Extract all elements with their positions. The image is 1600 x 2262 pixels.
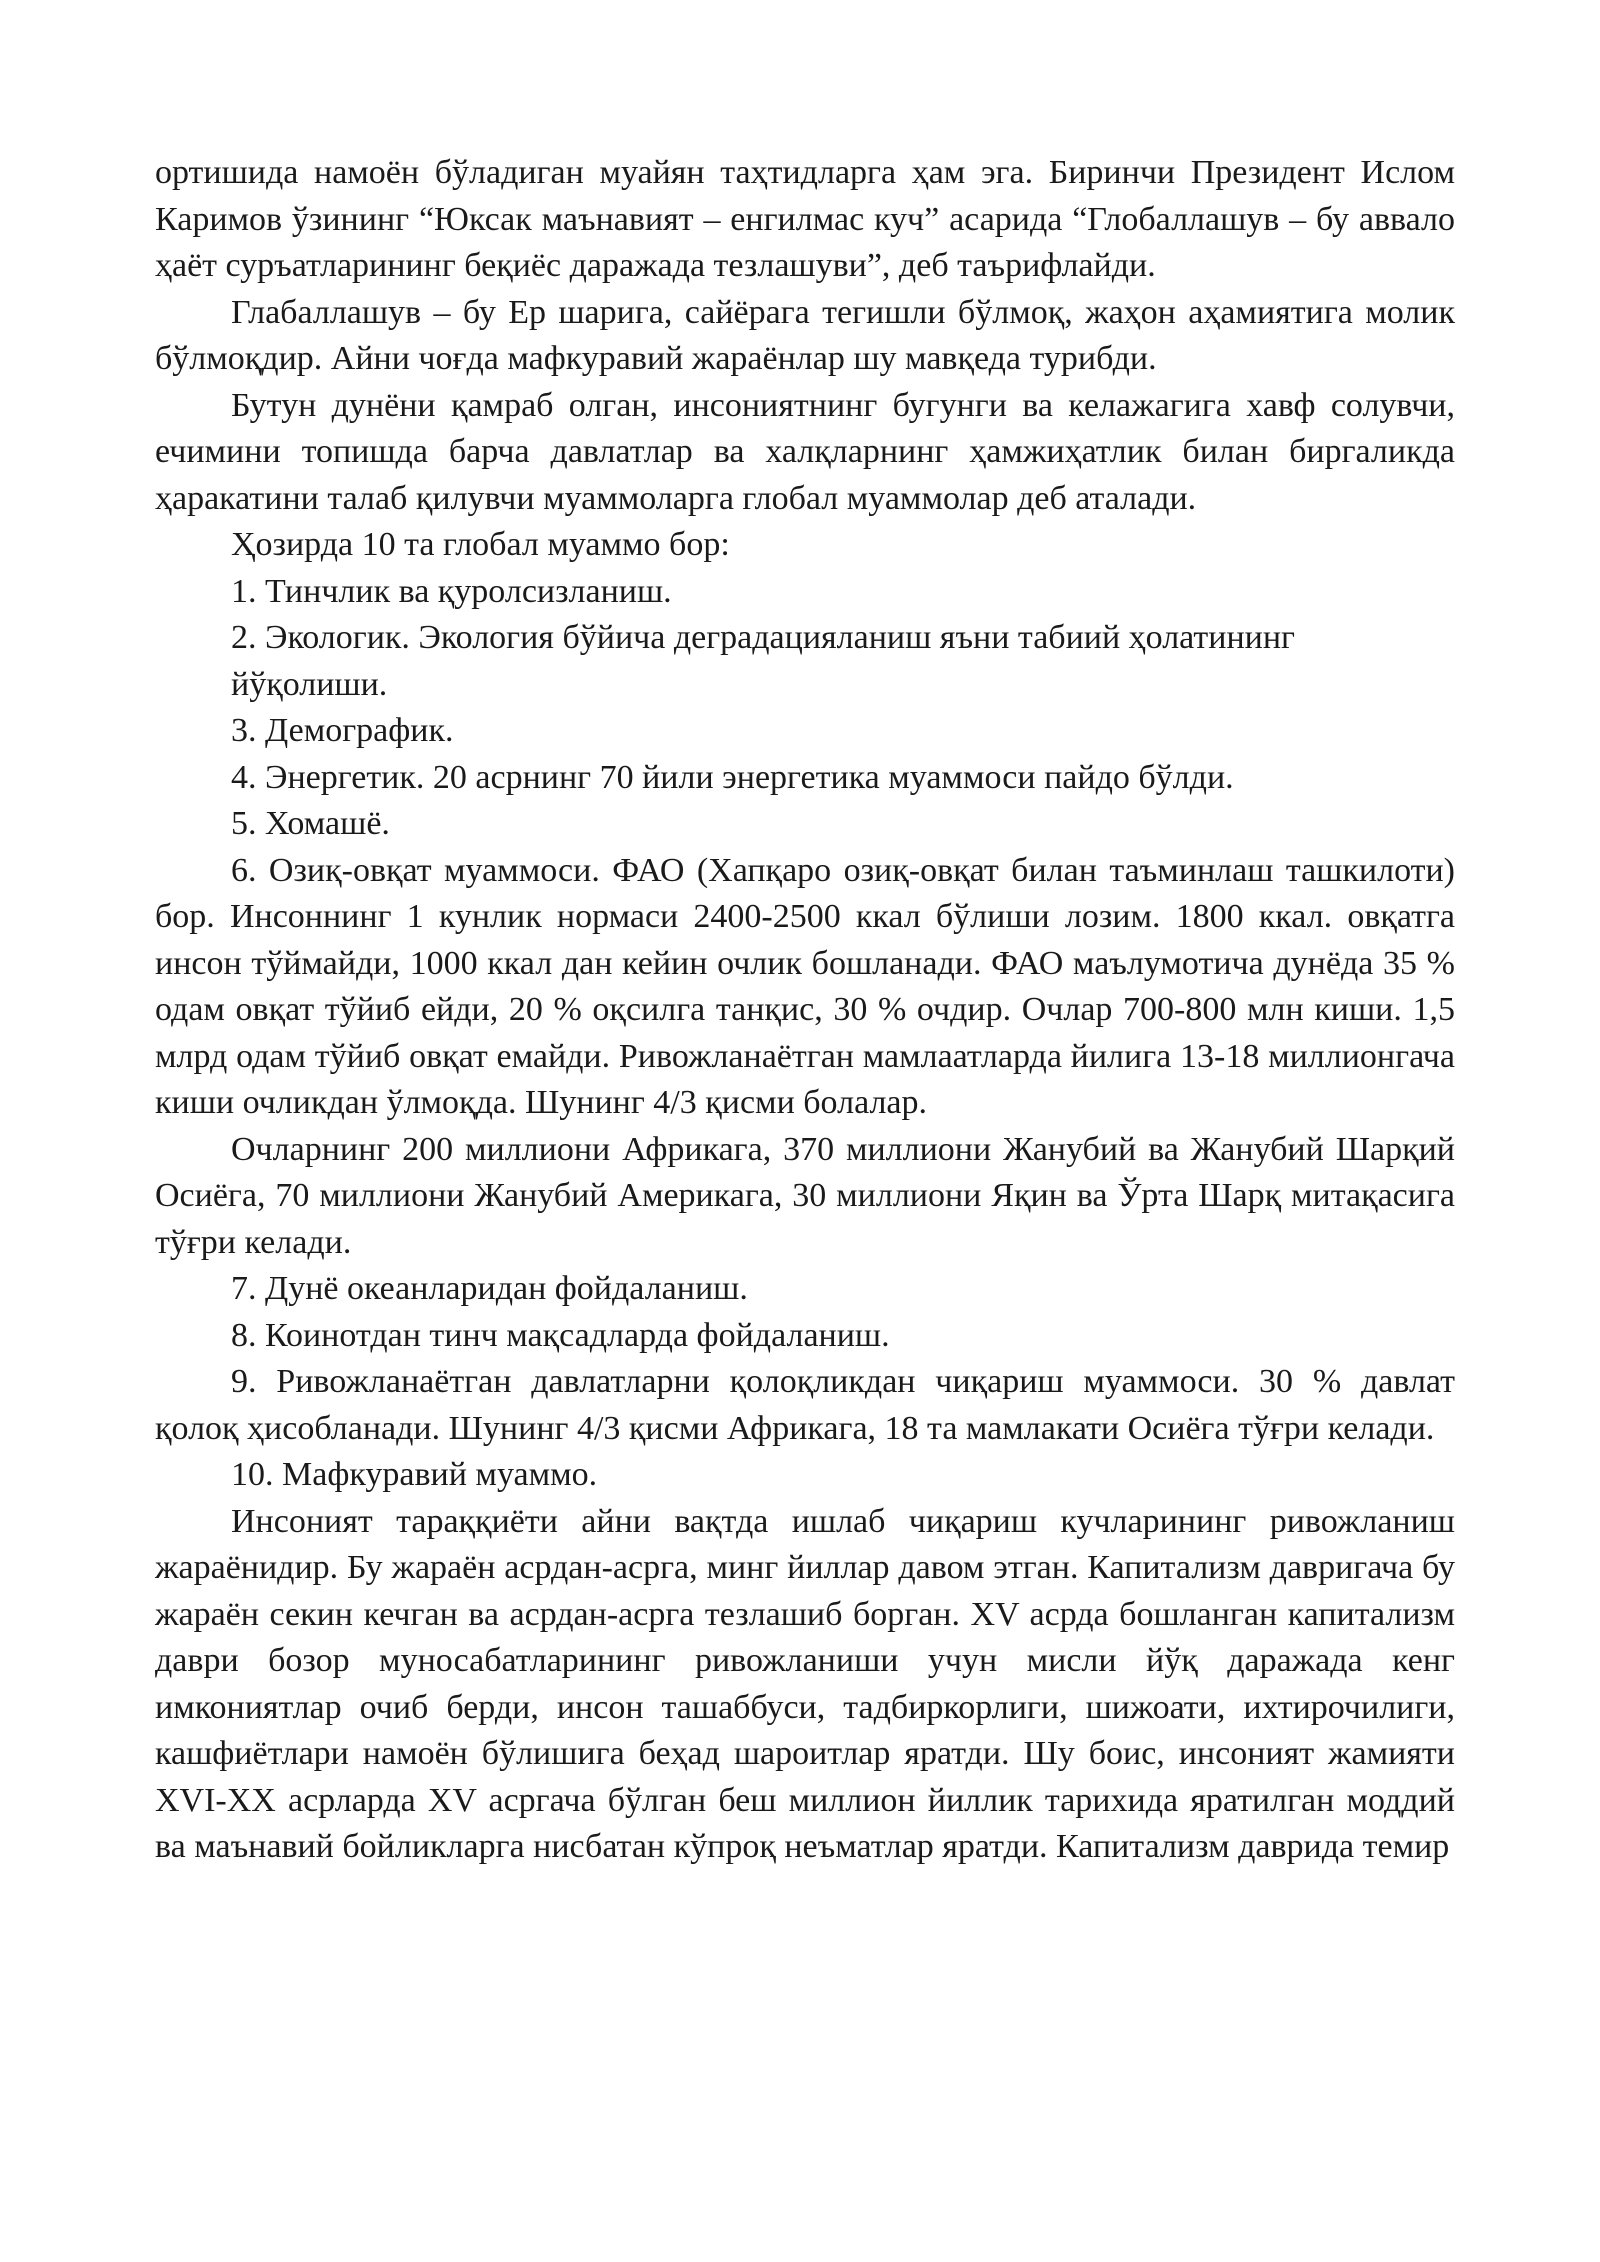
paragraph-globalization-definition: ортишида намоён бўладиган муайян таҳтидларга ҳам эга. Биринчи Президент Ислом Каримов ўзининг “Юксак маънавият – енгилмас куч” асарида “Глобаллашув – бу аввало ҳаёт суръатларининг беқиёс даражада тезлашуви”, деб таърифлайди.	[155, 154, 1455, 284]
list-item-1: 1. Тинчлик ва қуролсизланиш.	[231, 572, 672, 610]
document-page	[155, 150, 1455, 1871]
list-item-4: 4. Энергетик. 20 асрнинг 70 йили энергетика муаммоси пайдо бўлди.	[231, 758, 1234, 796]
paragraph-global-problems-definition: Бутун дунёни қамраб олган, инсониятнинг бугунги ва келажагига хавф солувчи, ечимини топишда барча давлатлар ва халқларнинг ҳамжиҳатлик билан биргаликда ҳаракатини талаб қилувчи муаммоларга глобал муаммолар деб аталади.	[155, 386, 1455, 517]
paragraph-progress-capitalism: Инсоният тараққиёти айни вақтда ишлаб чиқариш кучларининг ривожланиш жараёнидир. Бу жараён асрдан-асрга, минг йиллар давом этган. Капитализм давригача бу жараён секин кечган ва асрдан-асрга тезлашиб борган. XV асрда бошланган капитализм даври бозор муносабатларининг ривожланиши учун мисли йўқ даражада кенг имкониятлар очиб берди, инсон ташаббуси, тадбиркорлиги, шижоати, ихтирочилиги, кашфиётлари намоён бўлишига беҳад шароитлар яратди. Шу боис, инсоният жамияти XVI-XX асрларда XV асргача бўлган беш миллион йиллик тарихида яратилган моддий ва маънавий бойликларга нисбатан кўпроқ неъматлар яратди. Капитализм даврида темир	[155, 1502, 1455, 1865]
list-item-3: 3. Демографик.	[231, 712, 454, 749]
paragraph-globalization-meaning: Глабаллашув – бу Ер шарига, сайёрага тегишли бўлмоқ, жаҳон аҳамиятига молик бўлмоқдир. Айни чоғда мафкуравий жараёнлар шу мавқеда турибди.	[155, 293, 1455, 377]
list-item-8: 8. Коинотдан тинч мақсадларда фойдаланиш.	[231, 1316, 890, 1354]
list-item-7: 7. Дунё океанларидан фойдаланиш.	[231, 1270, 748, 1307]
paragraph-ten-problems-intro: Ҳозирда 10 та глобал муаммо бор:	[231, 526, 730, 563]
list-item-6: 6. Озиқ-овқат муаммоси. ФАО (Хапқаро озиқ-овқат билан таъминлаш ташкилоти) бор. Инсоннинг 1 кунлик нормаси 2400-2500 ккал бўлиши лозим. 1800 ккал. овқатга инсон тўймайди, 1000 ккал дан кейин очлик бошланади. ФАО маълумотича дунёда 35 % одам овқат тўйиб ейди, 20 % оқсилга танқис, 30 % очдир. Очлар 700-800 млн киши. 1,5 млрд одам тўйиб овқат емайди. Ривожланаётган мамлаатларда йилига 13-18 миллионгача киши очликдан ўлмоқда. Шунинг 4/3 қисми болалар.	[155, 851, 1455, 1121]
list-item-9: 9. Ривожланаётган давлатларни қолоқликдан чиқариш муаммоси. 30 % давлат қолоқ ҳисобланади. Шунинг 4/3 қисми Африкага, 18 та мамлакати Осиёга тўғри келади.	[155, 1363, 1455, 1447]
list-item-5: 5. Хомашё.	[231, 805, 390, 842]
list-item-2: 2. Экологик. Экология бўйича деградацияланиш яъни табиий ҳолатининг йўқолиши.	[231, 619, 1295, 703]
paragraph-hunger-distribution: Очларнинг 200 миллиони Африкага, 370 миллиони Жанубий ва Жанубий Шарқий Осиёга, 70 миллиони Жанубий Америкага, 30 миллиони Яқин ва Ўрта Шарқ митақасига тўғри келади.	[155, 1130, 1455, 1261]
list-item-10: 10. Мафкуравий муаммо.	[231, 1456, 598, 1493]
